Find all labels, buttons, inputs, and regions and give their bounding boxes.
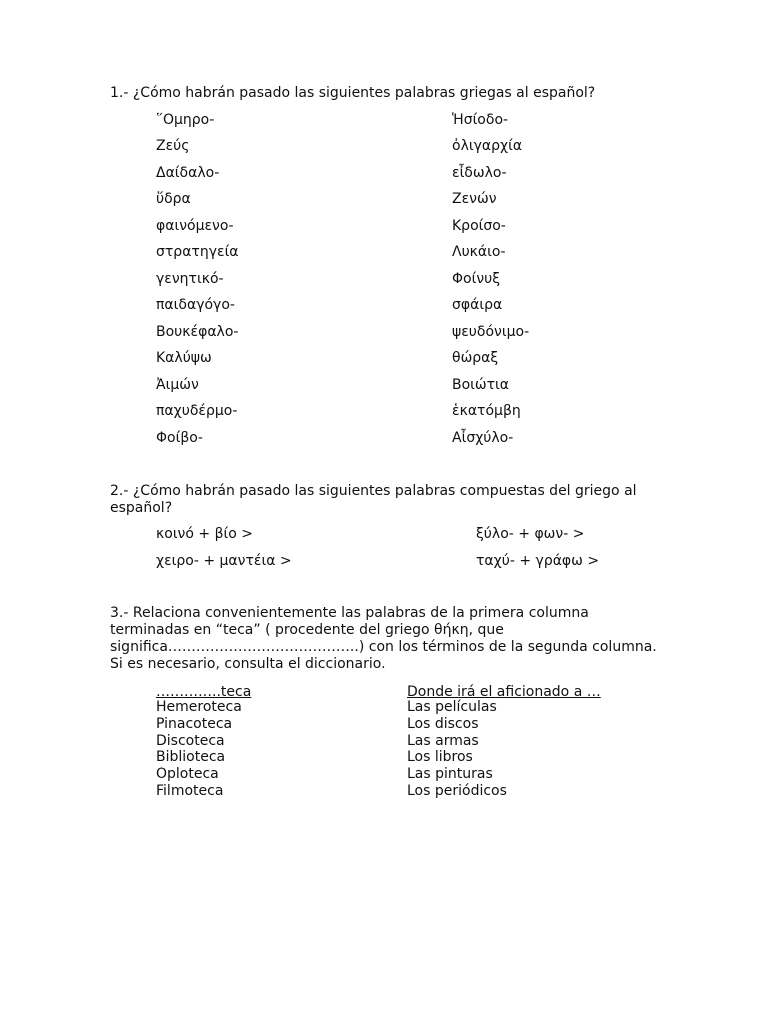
greek-word-c1-6: γενητικό- (156, 271, 224, 287)
greek-word-c2-3: Ζενών (452, 191, 497, 207)
question-2: 2.- ¿Cómo habrán pasado las siguientes palabras compuestas del griego al español? (110, 483, 637, 516)
aficionado-term-3: Los libros (407, 749, 473, 765)
greek-word-c1-2: Δαίδαλο- (156, 165, 220, 181)
teca-column-header: …………..teca (156, 684, 252, 700)
greek-word-c1-5: στρατηγεία (156, 244, 239, 260)
greek-word-c1-1: Ζεύς (156, 138, 190, 154)
compound-row-0-right: ξύλο- + φων- > (476, 526, 585, 542)
aficionado-term-5: Los periódicos (407, 783, 507, 799)
question-1: 1.- ¿Cómo habrán pasado las siguientes palabras griegas al español? (110, 85, 596, 101)
teca-word-2: Discoteca (156, 733, 225, 749)
greek-word-c2-2: εἶδωλο- (452, 165, 507, 181)
compound-row-1-right: ταχύ- + γράφω > (476, 553, 600, 569)
question-3: 3.- Relaciona convenientemente las palabras de la primera columna terminadas en “teca” ( procedente del griego θήκη, que significa…………………………………..) con los términos de la segunda columna. Si es necesario, consulta el diccionario. (110, 605, 657, 672)
greek-word-c2-7: σφάιρα (452, 297, 503, 313)
compound-row-1-left: χειρο- + μαντέια > (156, 553, 292, 569)
greek-word-c2-0: Ἡσίοδο- (452, 112, 509, 128)
aficionado-term-0: Las películas (407, 699, 497, 715)
greek-word-c1-4: φαινόμενο- (156, 218, 234, 234)
greek-word-c2-6: Φοίνυξ (452, 271, 501, 287)
greek-word-c1-7: παιδαγόγο- (156, 297, 235, 313)
greek-word-c1-12: Φοίβο- (156, 430, 203, 446)
aficionado-term-2: Las armas (407, 733, 479, 749)
greek-word-c2-12: Αἶσχύλο- (452, 430, 514, 446)
teca-word-1: Pinacoteca (156, 716, 233, 732)
teca-word-3: Biblioteca (156, 749, 226, 765)
greek-word-c2-11: ἑκατόμβη (452, 403, 521, 419)
greek-word-c2-1: ὀλιγαρχία (452, 138, 523, 154)
teca-word-4: Oploteca (156, 766, 219, 782)
greek-word-c2-9: θώραξ (452, 350, 499, 366)
greek-word-c1-8: Βουκέφαλο- (156, 324, 239, 340)
teca-word-5: Filmoteca (156, 783, 224, 799)
greek-word-c1-0: ῞Ομηρο- (156, 112, 215, 128)
greek-word-c1-10: Ἀιμών (156, 377, 199, 393)
compound-row-0-left: κοινό + βίο > (156, 526, 253, 542)
greek-word-c1-11: παχυδέρμο- (156, 403, 238, 419)
aficionado-column-header: Donde irá el aficionado a … (407, 684, 601, 700)
teca-word-0: Hemeroteca (156, 699, 242, 715)
greek-word-c2-4: Κροίσο- (452, 218, 506, 234)
aficionado-term-4: Las pinturas (407, 766, 493, 782)
greek-word-c2-5: Λυκάιο- (452, 244, 506, 260)
aficionado-term-1: Los discos (407, 716, 479, 732)
greek-word-c1-3: ὕδρα (156, 191, 191, 207)
greek-word-c2-10: Βοιώτια (452, 377, 510, 393)
greek-word-c2-8: ψευδόνιμο- (452, 324, 530, 340)
greek-word-c1-9: Καλύψω (156, 350, 212, 366)
